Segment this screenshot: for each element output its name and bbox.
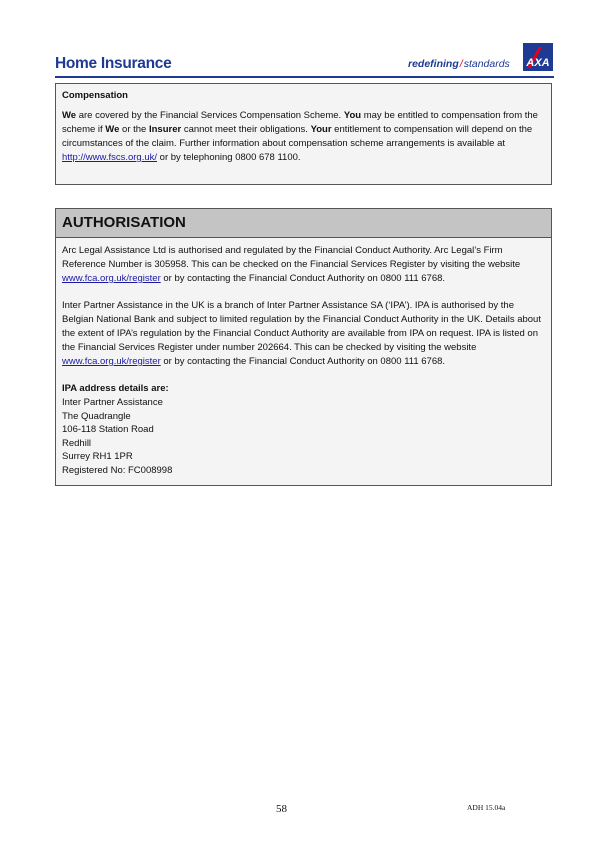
fscs-link[interactable]: http://www.fscs.org.uk/ [62, 152, 158, 163]
text-segment: or the [119, 124, 149, 135]
text-segment: cannot meet their obligations. [181, 124, 311, 135]
header-rule [55, 76, 554, 78]
address-line: 106-118 Station Road [62, 424, 154, 435]
tagline-slash: / [459, 58, 463, 70]
address-line: Surrey RH1 1PR [62, 451, 133, 462]
axa-logo-icon [523, 43, 553, 71]
logo-text: AXA [526, 57, 550, 69]
address-line: The Quadrangle [62, 410, 131, 422]
text-segment: are covered by the Financial Services Compensation Scheme. [76, 110, 344, 121]
address-line: Redhill [62, 437, 92, 449]
address-title: IPA address details are: [62, 383, 169, 394]
text-segment: may be entitled to compensation from the scheme if [62, 110, 538, 135]
fca-register-link[interactable]: www.fca.org.uk/register [62, 356, 161, 367]
compensation-paragraph [62, 109, 545, 165]
page-title: Home Insurance [55, 55, 172, 72]
compensation-box [55, 83, 552, 185]
tagline-part1: redefining [408, 58, 459, 70]
ipa-paragraph [62, 299, 545, 369]
arc-legal-paragraph [62, 244, 545, 286]
your-term: Your [310, 124, 332, 135]
authorisation-box [55, 208, 552, 486]
tagline-part2: standards [463, 58, 510, 70]
text-segment: or by telephoning 0800 678 1100. [157, 152, 301, 163]
we-term: We [105, 124, 120, 135]
text-segment: or by contacting the Financial Conduct Authority on 0800 111 6768. [160, 273, 446, 284]
address-line: Registered No: FC008998 [62, 464, 173, 476]
text-segment: Arc Legal Assistance Ltd is authorised and regulated by the Financial Conduct Authority. Arc Legal’s Firm Reference Number is 305958. This can be checked on the Financial Services Register by visiting the website [62, 245, 521, 270]
text-segment: entitlement to compensation will depend on the circumstances of the claim. Further information about compensation scheme arrangements is available at [62, 124, 533, 149]
page-number: 58 [276, 803, 287, 815]
text-segment: or by contacting the Financial Conduct Authority on 0800 111 6768. [160, 356, 446, 367]
authorisation-heading: AUTHORISATION [56, 209, 551, 238]
fca-register-link[interactable]: www.fca.org.uk/register [62, 273, 161, 284]
tagline [408, 58, 510, 70]
you-term: You [343, 110, 362, 121]
compensation-heading: Compensation [62, 90, 128, 101]
address-line: Inter Partner Assistance [62, 397, 163, 408]
insurer-term: Insurer [148, 124, 182, 135]
document-reference: ADH 15.04a [467, 803, 506, 812]
we-term: We [62, 110, 77, 121]
text-segment: Inter Partner Assistance in the UK is a branch of Inter Partner Assistance SA (‘IPA’). IPA is authorised by the Belgian National Bank and subject to limited regulation by the Financial Conduct Authority in the UK. Details about the extent of IPA’s regulation by the Financial Conduct Authority are available from IPA on request. IPA is listed on the Financial Services Register under number 202664. This can be checked by visiting the website [62, 300, 541, 353]
